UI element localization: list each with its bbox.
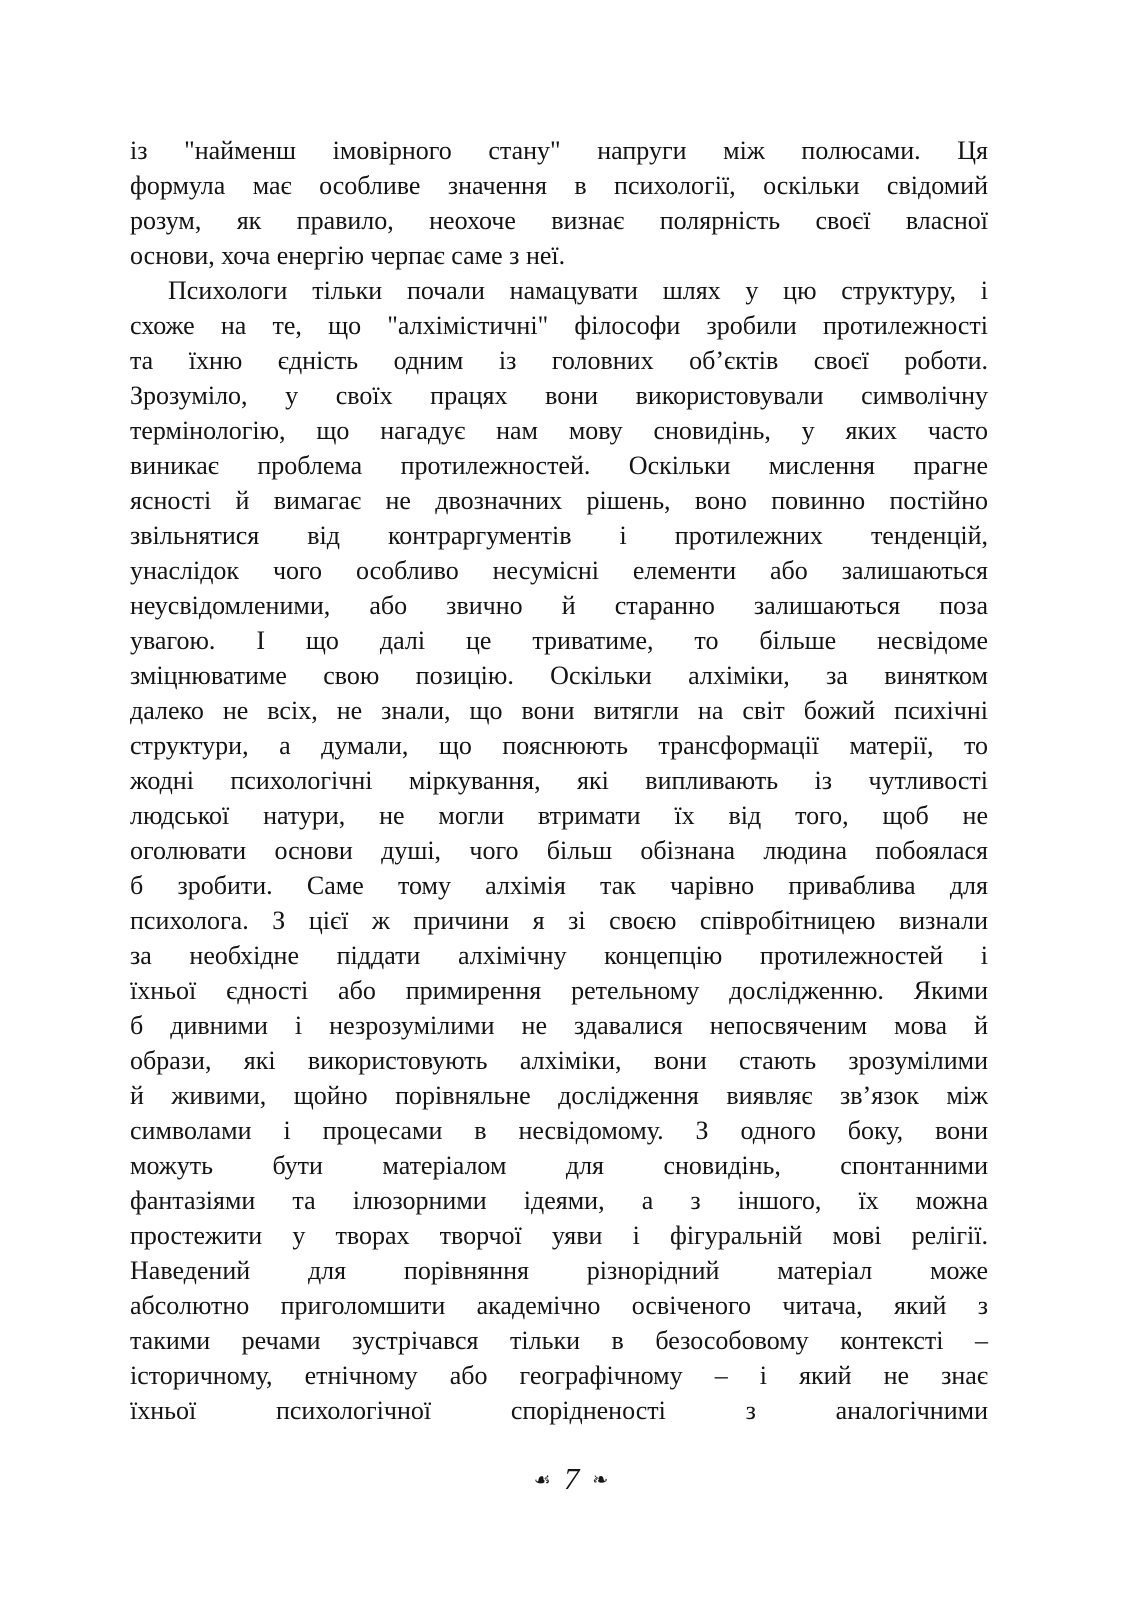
text-line: термінологію, що нагадує нам мову сновидінь, у яких часто bbox=[130, 416, 988, 445]
paragraph bbox=[130, 133, 988, 273]
paragraph bbox=[130, 273, 988, 1428]
text-line: Зрозуміло, у своїх працях вони використовували символічну bbox=[130, 381, 988, 410]
text-line: схоже на те, що "алхімістичні" філософи зробили протилежності bbox=[130, 311, 988, 340]
text-line: зміцнюватиме свою позицію. Оскільки алхіміки, за винятком bbox=[130, 661, 988, 690]
page-number: 7 bbox=[563, 1461, 580, 1496]
footer-ornament-right-icon: ❧ bbox=[592, 1469, 609, 1491]
text-line: увагою. І що далі це триватиме, то більше несвідоме bbox=[130, 626, 988, 655]
text-line: їхньої психологічної спорідненості з аналогічними bbox=[130, 1396, 988, 1425]
text-line: можуть бути матеріалом для сновидінь, спонтанними bbox=[130, 1151, 988, 1180]
text-line: образи, які використовують алхіміки, вони стають зрозумілими bbox=[130, 1046, 988, 1075]
text-line: б зробити. Саме тому алхімія так чарівно приваблива для bbox=[130, 871, 988, 900]
text-line: із "найменш імовірного стану" напруги між полюсами. Ця bbox=[130, 136, 988, 165]
text-line: Психологи тільки почали намацувати шлях у цю структуру, і bbox=[168, 276, 988, 305]
text-line: виникає проблема протилежностей. Оскільки мислення прагне bbox=[130, 451, 988, 480]
text-line: структури, а думали, що пояснюють трансформації матерії, то bbox=[130, 731, 988, 760]
text-line: абсолютно приголомшити академічно освіченого читача, який з bbox=[130, 1291, 988, 1320]
text-line: неусвідомленими, або звично й старанно залишаються поза bbox=[130, 591, 988, 620]
text-line: звільнятися від контраргументів і протилежних тенденцій, bbox=[130, 521, 988, 550]
text-line: простежити у творах творчої уяви і фігуральній мові релігії. bbox=[130, 1221, 988, 1250]
text-line: далеко не всіх, не знали, що вони витягли на світ божий психічні bbox=[130, 696, 988, 725]
text-line: історичному, етнічному або географічному – і який не знає bbox=[130, 1361, 988, 1390]
page-footer bbox=[0, 1463, 1142, 1498]
text-line: унаслідок чого особливо несумісні елементи або залишаються bbox=[130, 556, 988, 585]
text-line: психолога. З цієї ж причини я зі своєю співробітницею визнали bbox=[130, 906, 988, 935]
footer-ornament-left-icon: ☙ bbox=[533, 1469, 551, 1491]
text-line: основи, хоча енергію черпає саме з неї. bbox=[130, 241, 566, 270]
text-line: б дивними і незрозумілими не здавалися непосвяченим мова й bbox=[130, 1011, 988, 1040]
text-line: формула має особливе значення в психології, оскільки свідомий bbox=[130, 171, 988, 200]
text-line: людської натури, не могли втримати їх від того, щоб не bbox=[130, 801, 988, 830]
text-line: й живими, щойно порівняльне дослідження виявляє зв’язок між bbox=[130, 1081, 988, 1110]
text-line: жодні психологічні міркування, які випливають із чутливості bbox=[130, 766, 988, 795]
text-line: та їхню єдність одним із головних об’єктів своєї роботи. bbox=[130, 346, 988, 375]
text-line: оголювати основи душі, чого більш обізнана людина побоялася bbox=[130, 836, 988, 865]
text-line: ясності й вимагає не двозначних рішень, воно повинно постійно bbox=[130, 486, 988, 515]
text-line: такими речами зустрічався тільки в безособовому контексті – bbox=[130, 1326, 988, 1355]
text-line: символами і процесами в несвідомому. З одного боку, вони bbox=[130, 1116, 988, 1145]
text-line: Наведений для порівняння різнорідний матеріал може bbox=[130, 1256, 988, 1285]
text-line: за необхідне піддати алхімічну концепцію протилежностей і bbox=[130, 941, 988, 970]
text-line: фантазіями та ілюзорними ідеями, а з іншого, їх можна bbox=[130, 1186, 988, 1215]
text-line: їхньої єдності або примирення ретельному дослідженню. Якими bbox=[130, 976, 988, 1005]
text-block bbox=[130, 133, 988, 1428]
text-line: розум, як правило, неохоче визнає полярність своєї власної bbox=[130, 206, 988, 235]
